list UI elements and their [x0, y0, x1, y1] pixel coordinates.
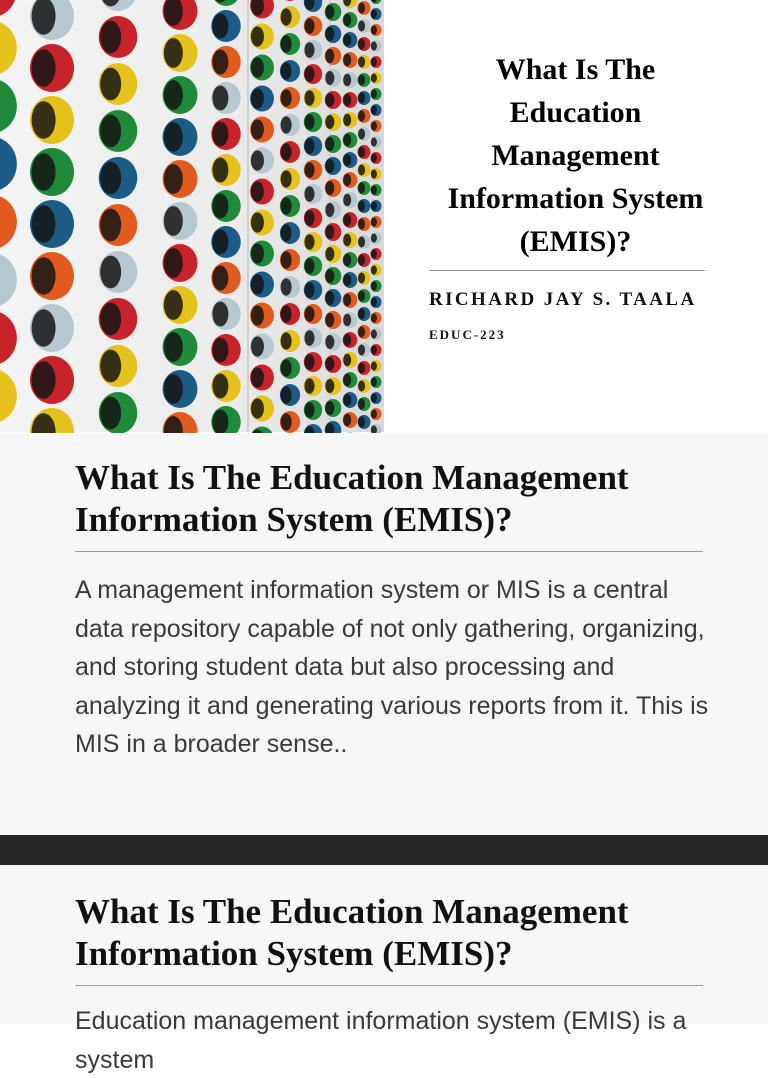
wall-hole-shadow: [100, 209, 121, 242]
wall-hole-shadow: [281, 305, 292, 322]
wall-hole-shadow: [371, 281, 377, 290]
wall-hole-shadow: [358, 417, 365, 428]
wall-hole-shadow: [100, 350, 121, 383]
wall-hole-shadow: [164, 206, 183, 236]
wall-hole-shadow: [305, 66, 315, 82]
wall-hole-shadow: [358, 39, 365, 50]
wall-hole-shadow: [325, 335, 334, 349]
wall-hole-shadow: [305, 402, 315, 418]
wall-hole-shadow: [325, 203, 334, 217]
wall-hole-shadow: [358, 345, 365, 356]
wall-hole-shadow: [343, 14, 351, 26]
wall-hole-shadow: [358, 399, 365, 410]
wall-hole-shadow: [343, 254, 351, 266]
cover-divider: [429, 270, 705, 271]
wall-hole-shadow: [371, 169, 377, 178]
cover-slide: [0, 0, 768, 432]
slide-3-body: Education management information system (EMIS) is a system: [75, 1007, 687, 1074]
wall-hole-shadow: [358, 165, 365, 176]
wall-hole-shadow: [358, 111, 365, 122]
wall-hole-shadow: [212, 230, 228, 255]
wall-hole-shadow: [100, 21, 121, 54]
wall-hole-shadow: [251, 367, 264, 387]
wall-hole-shadow: [251, 26, 264, 46]
wall-hole-shadow: [251, 119, 264, 139]
wall-hole-shadow: [343, 54, 351, 66]
wall-hole-shadow: [281, 8, 292, 25]
wall-hole-shadow: [100, 256, 121, 289]
wall-hole-shadow: [358, 57, 365, 68]
wall-hole-shadow: [325, 181, 334, 195]
cover-title: What Is The Education Management Information System (EMIS)?: [447, 53, 704, 258]
wall-hole-shadow: [371, 361, 377, 370]
wall-hole-shadow: [343, 314, 351, 326]
wall-hole-shadow: [281, 359, 292, 376]
wall-hole-shadow: [371, 105, 377, 114]
wall-hole-shadow: [325, 5, 334, 19]
wall-hole-shadow: [358, 21, 365, 32]
wall-hole-shadow: [371, 153, 377, 162]
wall-hole-shadow: [325, 357, 334, 371]
wall-hole-shadow: [358, 363, 365, 374]
wall-hole-shadow: [164, 374, 183, 404]
wall-hole-shadow: [281, 143, 292, 160]
wall-hole-shadow: [281, 224, 292, 241]
wall-hole-shadow: [371, 265, 377, 274]
wall-hole-shadow: [251, 88, 264, 108]
wall-hole-shadow: [371, 377, 377, 386]
wall-hole-shadow: [325, 225, 334, 239]
wall-hole-shadow: [343, 414, 351, 426]
wall-hole-shadow: [343, 94, 351, 106]
wall-hole-shadow: [325, 379, 334, 393]
slide-3-title: What Is The Education Management Information System (EMIS)?: [75, 892, 629, 973]
wall-hole-shadow: [358, 183, 365, 194]
wall-hole-shadow: [212, 86, 228, 111]
wall-hole-shadow: [305, 138, 315, 154]
wall-hole-shadow: [281, 62, 292, 79]
wall-hole-shadow: [371, 121, 377, 130]
wall-hole-shadow: [325, 291, 334, 305]
wall-hole-shadow: [371, 233, 377, 242]
wall-hole-shadow: [358, 237, 365, 248]
wall-hole-shadow: [325, 93, 334, 107]
wall-hole-shadow: [371, 393, 377, 402]
wall-hole-shadow: [343, 374, 351, 386]
wall-hole-shadow: [343, 114, 351, 126]
wall-hole-shadow: [32, 309, 56, 346]
wall-hole-shadow: [305, 186, 315, 202]
wall-hole-shadow: [343, 134, 351, 146]
wall-hole-shadow: [281, 89, 292, 106]
wall-hole-shadow: [251, 57, 264, 77]
wall-hole-shadow: [343, 154, 351, 166]
wall-hole-shadow: [212, 338, 228, 363]
wall-hole-shadow: [251, 398, 264, 418]
wall-hole-shadow: [212, 194, 228, 219]
wall-hole-shadow: [325, 401, 334, 415]
wall-hole-shadow: [371, 25, 377, 34]
wall-hole-shadow: [371, 345, 377, 354]
wall-hole-shadow: [325, 313, 334, 327]
wall-hole-shadow: [371, 409, 377, 418]
wall-hole-shadow: [325, 247, 334, 261]
wall-hole-shadow: [358, 381, 365, 392]
wall-hole-shadow: [100, 303, 121, 336]
wall-hole-shadow: [358, 255, 365, 266]
wall-hole-shadow: [325, 269, 334, 283]
wall-hole-shadow: [164, 80, 183, 110]
wall-hole-shadow: [212, 14, 228, 39]
wall-hole-shadow: [305, 42, 315, 58]
wall-hole-shadow: [212, 302, 228, 327]
wall-hole-shadow: [371, 297, 377, 306]
wall-hole-shadow: [281, 197, 292, 214]
wall-hole-shadow: [358, 291, 365, 302]
wall-hole-shadow: [164, 290, 183, 320]
wall-hole-shadow: [32, 361, 56, 398]
wall-hole-shadow: [251, 181, 264, 201]
wall-hole-shadow: [358, 75, 365, 86]
wall-hole-shadow: [305, 18, 315, 34]
slide-3: [0, 865, 768, 1074]
wall-hole-shadow: [164, 332, 183, 362]
course-code: EDUC-223: [429, 327, 506, 342]
wall-hole-shadow: [305, 378, 315, 394]
wall-hole-shadow: [371, 185, 377, 194]
wall-hole-shadow: [100, 68, 121, 101]
wall-hole-shadow: [358, 219, 365, 230]
wall-hole-shadow: [305, 210, 315, 226]
wall-hole-shadow: [164, 164, 183, 194]
slide-2-title: What Is The Education Management Information System (EMIS)?: [75, 458, 629, 539]
wall-hole-shadow: [212, 266, 228, 291]
wall-hole-shadow: [371, 89, 377, 98]
slide-3-divider: [75, 985, 703, 986]
wall-hole-shadow: [281, 116, 292, 133]
wall-hole-shadow: [100, 115, 121, 148]
wall-hole-shadow: [32, 257, 56, 294]
wall-hole-shadow: [251, 336, 264, 356]
wall-hole-shadow: [371, 9, 377, 18]
wall-hole-shadow: [281, 386, 292, 403]
wall-hole-shadow: [251, 274, 264, 294]
wall-hole-shadow: [343, 354, 351, 366]
wall-hole-shadow: [305, 258, 315, 274]
wall-hole-shadow: [371, 329, 377, 338]
wall-hole-shadow: [305, 330, 315, 346]
wall-hole-shadow: [251, 243, 264, 263]
wall-hole-shadow: [281, 332, 292, 349]
wall-hole-shadow: [343, 294, 351, 306]
wall-hole-shadow: [371, 201, 377, 210]
wall-hole-shadow: [343, 334, 351, 346]
wall-hole-shadow: [325, 159, 334, 173]
slide-separator: [0, 835, 768, 865]
wall-hole-shadow: [358, 273, 365, 284]
wall-hole-shadow: [281, 170, 292, 187]
wall-hole-shadow: [305, 234, 315, 250]
wall-hole-shadow: [305, 306, 315, 322]
wall-hole-shadow: [305, 282, 315, 298]
wall-hole-shadow: [371, 73, 377, 82]
wall-hole-shadow: [358, 147, 365, 158]
wall-hole-shadow: [358, 309, 365, 320]
wall-hole-shadow: [343, 214, 351, 226]
wall-hole-shadow: [358, 129, 365, 140]
slide-2-body: A management information system or MIS is a central data repository capable of not only gathering, organizing, and storing student data but also processing and analyzing it and generating various reports from it. This is MIS in a broader sense..: [75, 576, 709, 758]
wall-hole-shadow: [281, 251, 292, 268]
wall-hole-shadow: [281, 35, 292, 52]
wall-hole-shadow: [371, 41, 377, 50]
wall-hole-shadow: [305, 162, 315, 178]
wall-hole-shadow: [32, 101, 56, 138]
wall-hole-shadow: [251, 150, 264, 170]
wall-hole-shadow: [32, 205, 56, 242]
slide-2: [0, 433, 768, 835]
cover-title-block: [428, 48, 723, 263]
wall-hole-shadow: [325, 49, 334, 63]
wall-hole-shadow: [305, 114, 315, 130]
wall-hole-shadow: [100, 162, 121, 195]
wall-hole-shadow: [305, 354, 315, 370]
wall-hole-shadow: [325, 27, 334, 41]
wall-hole-shadow: [371, 57, 377, 66]
slide-2-divider: [75, 551, 703, 552]
wall-hole-shadow: [371, 137, 377, 146]
wall-hole-shadow: [343, 34, 351, 46]
wall-hole-shadow: [212, 50, 228, 75]
wall-hole-shadow: [281, 278, 292, 295]
wall-hole-shadow: [371, 313, 377, 322]
wall-hole-shadow: [343, 174, 351, 186]
wall-hole-shadow: [32, 49, 56, 86]
wall-hole-shadow: [164, 122, 183, 152]
wall-hole-shadow: [212, 158, 228, 183]
wall-hole-shadow: [164, 248, 183, 278]
author-name: RICHARD JAY S. TAALA: [429, 289, 697, 310]
wall-hole-shadow: [212, 374, 228, 399]
wall-hole-shadow: [325, 71, 334, 85]
wall-hole-shadow: [325, 115, 334, 129]
wall-hole-shadow: [251, 212, 264, 232]
wall-hole-shadow: [371, 217, 377, 226]
wall-hole-shadow: [343, 394, 351, 406]
wall-hole-shadow: [32, 153, 56, 190]
wall-hole-shadow: [212, 122, 228, 147]
wall-hole-shadow: [358, 93, 365, 104]
wall-hole-shadow: [343, 194, 351, 206]
wall-hole-shadow: [325, 137, 334, 151]
perforated-wall-photo: [0, 0, 384, 432]
wall-hole-shadow: [281, 413, 292, 430]
wall-hole-shadow: [305, 90, 315, 106]
wall-hole-shadow: [343, 74, 351, 86]
wall-hole-shadow: [212, 410, 228, 435]
wall-hole-shadow: [251, 305, 264, 325]
wall-hole-shadow: [343, 274, 351, 286]
wall-hole-shadow: [358, 327, 365, 338]
wall-hole-shadow: [358, 201, 365, 212]
wall-hole-shadow: [100, 397, 121, 430]
wall-hole-shadow: [164, 38, 183, 68]
wall-hole-shadow: [358, 3, 365, 14]
wall-hole-shadow: [371, 249, 377, 258]
wall-hole-shadow: [343, 234, 351, 246]
